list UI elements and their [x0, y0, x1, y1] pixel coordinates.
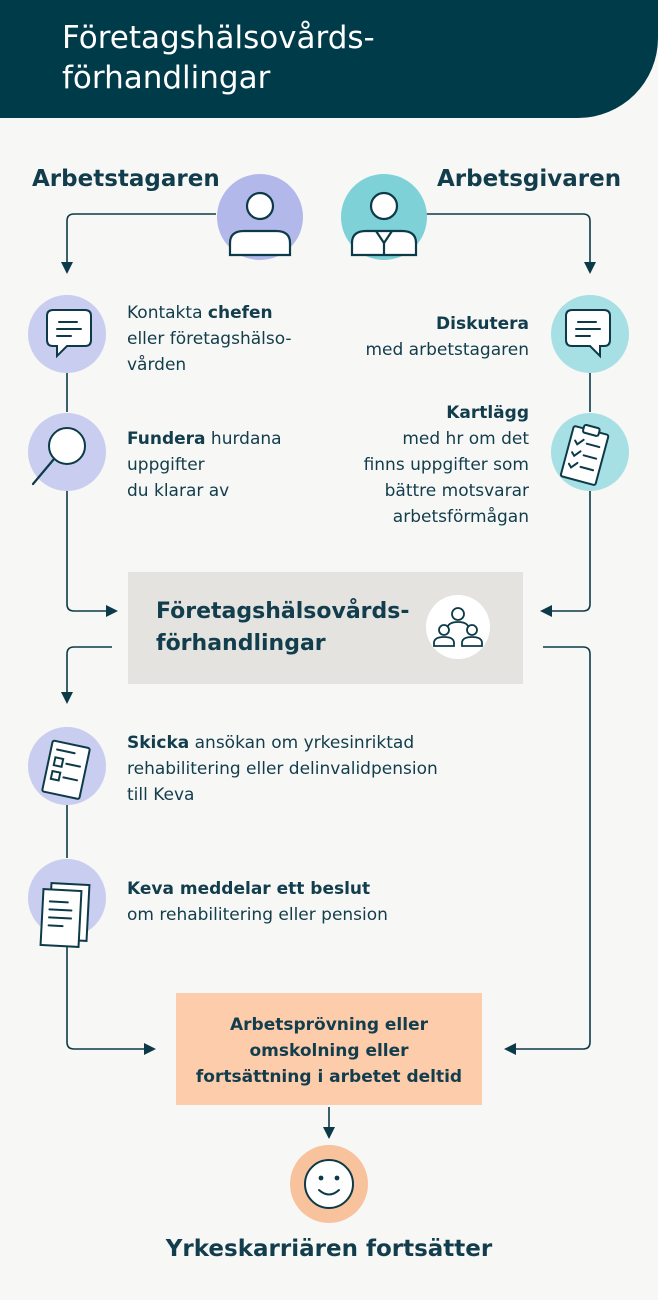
decision-step-text: Keva meddelar ett beslut om rehabilitering eller pension — [127, 879, 388, 925]
contact-step-text: Kontakta chefen eller företagshälso- vården — [127, 303, 292, 375]
documents-icon — [27, 858, 107, 948]
speech-bubble-icon — [27, 294, 107, 374]
think-step-text: Fundera hurdana uppgifter du klarar av — [127, 429, 282, 501]
employer-heading: Arbetsgivaren — [437, 166, 622, 192]
header-banner — [0, 0, 658, 118]
discuss-step-text: Diskutera med arbetstagaren — [365, 314, 529, 360]
map-step-text: Kartlägg med hr om det finns uppgifter som bättre motsvarar arbetsförmågan — [363, 403, 529, 527]
group-meeting-icon — [425, 594, 491, 660]
person-tie-icon — [340, 173, 428, 261]
employee-heading: Arbetstagaren — [32, 166, 220, 192]
smiley-icon — [289, 1144, 369, 1224]
final-text: Yrkeskarriären fortsätter — [165, 1236, 493, 1262]
speech-bubble-icon-right — [550, 294, 630, 374]
negotiation-title: Företagshälsovårds- förhandlingar — [156, 599, 410, 656]
page-title: Företagshälsovårds- förhandlingar — [62, 20, 375, 96]
negotiation-box — [128, 572, 523, 684]
outcome-box — [176, 993, 482, 1105]
person-icon — [216, 173, 304, 261]
form-document-icon — [27, 726, 107, 806]
magnifier-icon — [27, 412, 107, 492]
send-step-text: Skicka ansökan om yrkesinriktad rehabilitering eller delinvalidpension till Keva — [127, 733, 438, 805]
outcome-text: Arbetsprövning eller omskolning eller fortsättning i arbetet deltid — [195, 1015, 463, 1087]
checklist-clipboard-icon — [550, 412, 630, 492]
